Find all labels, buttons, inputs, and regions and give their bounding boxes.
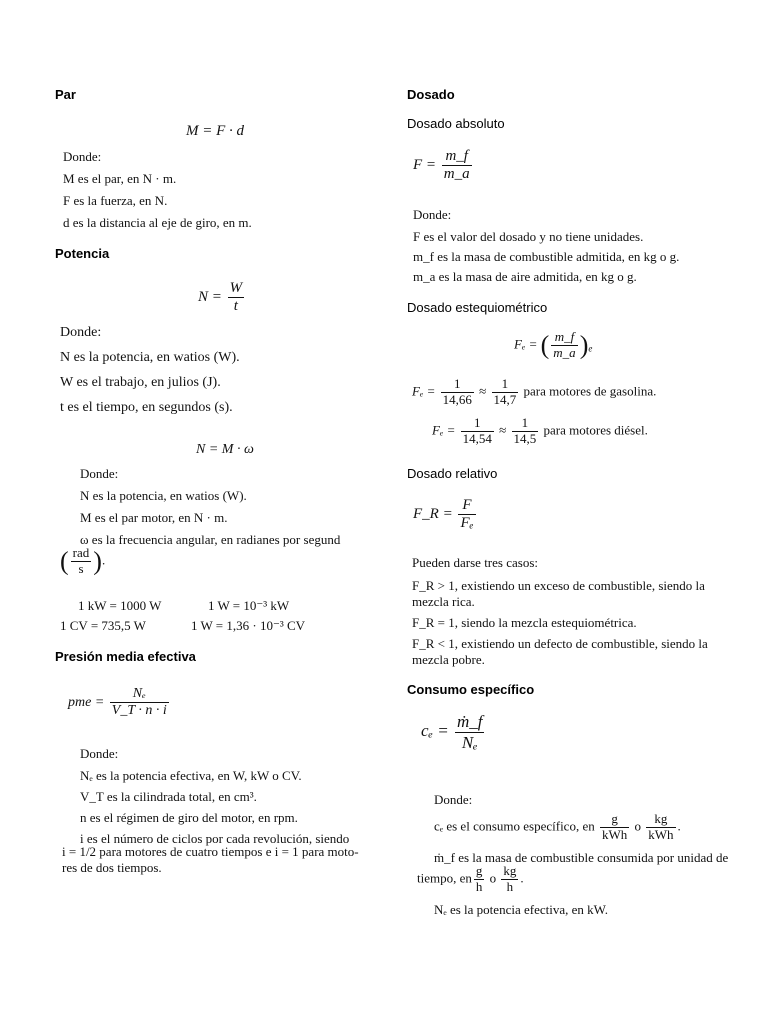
fraction bbox=[600, 812, 629, 843]
fraction-denominator: Nₑ bbox=[461, 732, 478, 752]
formula-pme bbox=[68, 686, 171, 719]
formula-dosado-estequiometrico bbox=[514, 330, 592, 361]
section-heading-dosado: Dosado bbox=[407, 87, 455, 102]
fraction-numerator: Nₑ bbox=[110, 686, 169, 703]
fraction bbox=[441, 377, 474, 408]
definition-line: W es el trabajo, en julios (J). bbox=[60, 375, 221, 390]
fraction-numerator: 1 bbox=[512, 416, 539, 432]
fraction-denominator: m_a bbox=[443, 166, 470, 183]
formula-dosado-absoluto bbox=[413, 148, 474, 184]
approx-sign: ≈ bbox=[479, 383, 487, 399]
fraction bbox=[646, 812, 675, 843]
case-line: F_R = 1, siendo la mezcla estequiométrica. bbox=[412, 615, 637, 630]
fraction-numerator: 1 bbox=[441, 377, 474, 393]
potencia-par-definitions bbox=[80, 467, 340, 546]
paren-open: ( bbox=[60, 546, 69, 576]
definition-line: t es el tiempo, en segundos (s). bbox=[60, 400, 233, 415]
fraction-denominator: 14,7 bbox=[493, 391, 517, 407]
definition-line: Nₑ es la potencia efectiva, en W, kW o CV. bbox=[80, 768, 302, 783]
fraction-denominator: t bbox=[233, 298, 238, 315]
fraction-numerator: m_f bbox=[551, 330, 577, 346]
subsection-heading-dosado-absoluto: Dosado absoluto bbox=[407, 116, 505, 131]
definition-line: M es el par motor, en N · m. bbox=[80, 510, 228, 525]
definition-line: n es el régimen de giro del motor, en rpm. bbox=[80, 810, 298, 825]
formula-consumo bbox=[421, 712, 486, 752]
rad-unit bbox=[60, 546, 105, 577]
consumo-line-4: Nₑ es la potencia efectiva, en kW. bbox=[434, 902, 608, 917]
fraction-denominator: Fₑ bbox=[460, 515, 474, 532]
fraction bbox=[461, 416, 494, 447]
line-tail: . bbox=[677, 818, 681, 834]
fraction-numerator: g bbox=[600, 812, 629, 828]
formula-potencia-par: N = M · ω bbox=[196, 442, 254, 457]
pme-definitions-cont bbox=[62, 845, 359, 874]
pme-definitions bbox=[80, 747, 349, 848]
conversion-w-kw: 1 W = 10⁻³ kW bbox=[208, 598, 290, 613]
fraction-denominator: m_a bbox=[553, 344, 576, 360]
conversion-cv: 1 CV = 735,5 W bbox=[60, 618, 146, 633]
fraction bbox=[442, 148, 472, 184]
fraction-numerator: W bbox=[228, 280, 245, 298]
definition-line: F es el valor del dosado y no tiene unidades. bbox=[413, 229, 644, 244]
section-heading-potencia: Potencia bbox=[55, 246, 110, 261]
paren-close: ) bbox=[579, 330, 589, 360]
potencia-definitions bbox=[60, 326, 240, 415]
fraction bbox=[71, 546, 92, 577]
fraction bbox=[492, 377, 519, 408]
fraction-numerator: kg bbox=[646, 812, 675, 828]
fraction-numerator: m_f bbox=[442, 148, 472, 166]
line-tail: . bbox=[520, 870, 524, 886]
paren-close: ) bbox=[93, 546, 102, 576]
approx-sign: ≈ bbox=[499, 422, 507, 438]
donde-label: Donde: bbox=[80, 466, 119, 481]
fraction bbox=[228, 280, 245, 316]
case-line: mezcla pobre. bbox=[412, 652, 485, 667]
fraction-denominator: s bbox=[78, 560, 84, 576]
fraction-denominator: kWh bbox=[648, 826, 674, 842]
formula-lhs: F_R = bbox=[413, 506, 453, 523]
definition-line: m_a es la masa de aire admitida, en kg o g. bbox=[413, 269, 637, 284]
definition-line: M es el par, en N · m. bbox=[63, 171, 177, 186]
formula-gasolina bbox=[412, 377, 656, 408]
formula-lhs: pme = bbox=[68, 694, 105, 710]
fraction-denominator: 14,66 bbox=[442, 391, 472, 407]
fraction-numerator: kg bbox=[503, 863, 517, 878]
rad-tail: . bbox=[101, 552, 106, 568]
fraction-denominator: h bbox=[506, 878, 514, 894]
fraction bbox=[458, 497, 475, 533]
definition-line: d es la distancia al eje de giro, en m. bbox=[63, 215, 252, 230]
conversion-kw: 1 kW = 1000 W bbox=[78, 598, 162, 613]
fraction bbox=[551, 330, 577, 361]
section-heading-consumo: Consumo específico bbox=[407, 682, 535, 697]
consumo-line-3 bbox=[417, 864, 524, 895]
or-word: o bbox=[634, 818, 641, 834]
fraction-denominator: 14,54 bbox=[462, 430, 492, 446]
fraction-denominator: h bbox=[475, 878, 483, 894]
formula-lhs: Fₑ = bbox=[432, 422, 456, 438]
or-word: o bbox=[489, 870, 497, 886]
fraction-denominator: V_T · n · i bbox=[111, 703, 167, 719]
subsection-heading-dosado-relativo: Dosado relativo bbox=[407, 466, 498, 481]
formula-lhs: N = bbox=[198, 289, 222, 306]
definition-line: F es la fuerza, en N. bbox=[63, 193, 168, 208]
definition-line: ω es la frecuencia angular, en radianes por segund bbox=[80, 532, 341, 547]
formula-par: M = F · d bbox=[186, 123, 245, 139]
conversion-w-cv: 1 W = 1,36 · 10⁻³ CV bbox=[191, 618, 306, 633]
formula-dosado-relativo bbox=[413, 497, 478, 533]
case-line: mezcla rica. bbox=[412, 594, 475, 609]
donde-label: Donde: bbox=[413, 207, 452, 222]
definition-line: N es la potencia, en watios (W). bbox=[80, 488, 247, 503]
consumo-line-2: ṁ_f es la masa de combustible consumida por unidad de bbox=[434, 850, 729, 865]
fraction bbox=[512, 416, 539, 447]
formula-potencia bbox=[198, 280, 246, 316]
donde-label: Donde: bbox=[63, 149, 102, 164]
par-definitions bbox=[63, 150, 252, 229]
formula-lhs: Fₑ = bbox=[514, 336, 538, 352]
consumo-line-1 bbox=[434, 812, 681, 843]
case-line: F_R < 1, existiendo un defecto de combustible, siendo la bbox=[412, 636, 708, 651]
fraction-numerator: 1 bbox=[461, 416, 494, 432]
definition-line: res de dos tiempos. bbox=[62, 860, 162, 875]
fraction bbox=[501, 864, 518, 895]
formula-diesel bbox=[432, 416, 648, 447]
fraction-denominator: 14,5 bbox=[513, 430, 537, 446]
fraction-numerator: ṁ_f bbox=[456, 712, 483, 731]
formula-lhs: Fₑ = bbox=[412, 383, 436, 399]
definition-text: tiempo, en bbox=[417, 870, 472, 886]
case-line: F_R > 1, existiendo un exceso de combustible, siendo la bbox=[412, 578, 705, 593]
formula-tail: para motores de gasolina. bbox=[523, 383, 657, 399]
subsection-heading-dosado-estequiometrico: Dosado estequiométrico bbox=[407, 300, 548, 315]
section-heading-pme: Presión media efectiva bbox=[55, 649, 196, 664]
fraction-numerator: 1 bbox=[492, 377, 519, 393]
definition-line: N es la potencia, en watios (W). bbox=[60, 350, 240, 365]
donde-label: Donde: bbox=[80, 746, 119, 761]
fraction-numerator: rad bbox=[72, 545, 90, 560]
definition-line: i es el número de ciclos por cada revolución, siendo bbox=[80, 831, 350, 846]
definition-line: V_T es la cilindrada total, en cm³. bbox=[80, 789, 257, 804]
definition-text: cₑ es el consumo específico, en bbox=[434, 818, 595, 834]
cases-intro: Pueden darse tres casos: bbox=[412, 555, 538, 570]
fraction bbox=[455, 712, 485, 752]
paren-open: ( bbox=[540, 330, 550, 360]
formula-lhs: cₑ = bbox=[421, 720, 449, 740]
fraction-denominator: kWh bbox=[601, 826, 628, 842]
definition-line: i = 1/2 para motores de cuatro tiempos e i = 1 para moto- bbox=[62, 844, 359, 859]
formula-lhs: F = bbox=[413, 157, 437, 174]
fraction-numerator: g bbox=[475, 863, 483, 878]
fraction bbox=[110, 686, 169, 719]
fraction bbox=[474, 864, 485, 895]
dosado-definitions bbox=[413, 208, 679, 283]
donde-label: Donde: bbox=[434, 792, 473, 807]
fraction-numerator: F bbox=[458, 497, 475, 515]
definition-line: m_f es la masa de combustible admitida, en kg o g. bbox=[413, 249, 680, 264]
donde-label: Donde: bbox=[60, 325, 102, 340]
section-heading-par: Par bbox=[55, 87, 76, 102]
formula-tail: para motores diésel. bbox=[543, 422, 648, 438]
relativo-cases bbox=[412, 556, 708, 666]
formula-subscript: e bbox=[588, 343, 593, 354]
